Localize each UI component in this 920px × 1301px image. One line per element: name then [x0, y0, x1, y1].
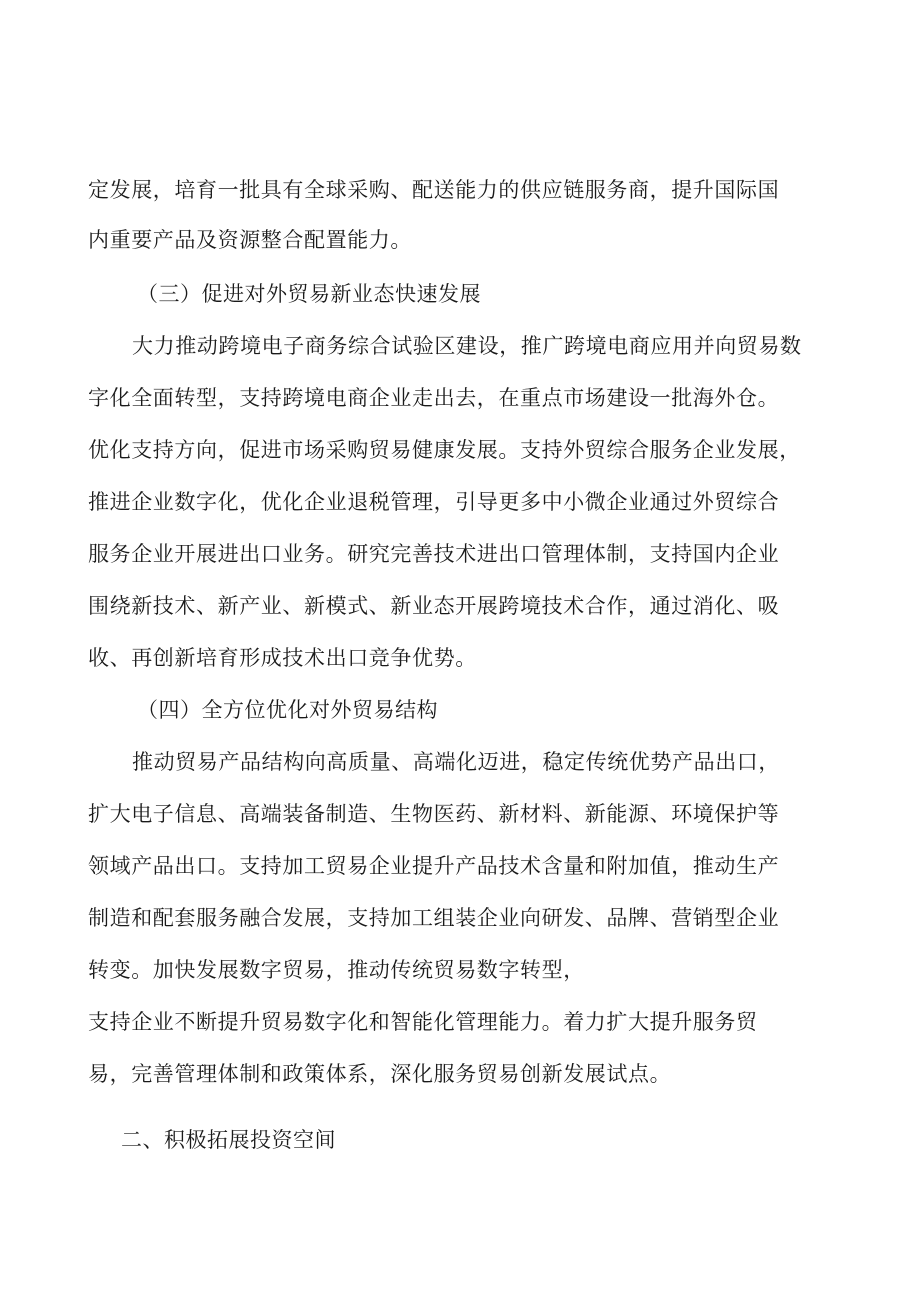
chapter-heading-2: 二、积极拓展投资空间 [121, 1128, 336, 1152]
paragraph-line: 定发展，培育一批具有全球采购、配送能力的供应链服务商，提升国际国 [88, 178, 780, 202]
paragraph-line: 支持企业不断提升贸易数字化和智能化管理能力。着力扩大提升服务贸 [88, 1010, 758, 1034]
section-heading-3: （三）促进对外贸易新业态快速发展 [137, 282, 481, 306]
paragraph-line: 服务企业开展进出口业务。研究完善技术进出口管理体制，支持国内企业 [88, 542, 780, 566]
paragraph-line: 制造和配套服务融合发展，支持加工组装企业向研发、品牌、营销型企业 [88, 906, 780, 930]
section-heading-4: （四）全方位优化对外贸易结构 [137, 698, 438, 722]
paragraph-line: 内重要产品及资源整合配置能力。 [88, 228, 412, 252]
paragraph-line: 易，完善管理体制和政策体系，深化服务贸易创新发展试点。 [88, 1062, 672, 1086]
paragraph-line: 推动贸易产品结构向高质量、高端化迈进，稳定传统优势产品出口， [132, 750, 780, 774]
paragraph-line: 围绕新技术、新产业、新模式、新业态开展跨境技术合作，通过消化、吸 [88, 594, 780, 618]
paragraph-line: 优化支持方向，促进市场采购贸易健康发展。支持外贸综合服务企业发展， [88, 438, 801, 462]
paragraph-line: 扩大电子信息、高端装备制造、生物医药、新材料、新能源、环境保护等 [88, 802, 780, 826]
paragraph-line: 领域产品出口。支持加工贸易企业提升产品技术含量和附加值，推动生产 [88, 854, 780, 878]
paragraph-line: 推进企业数字化，优化企业退税管理，引导更多中小微企业通过外贸综合 [88, 490, 780, 514]
paragraph-line: 收、再创新培育形成技术出口竞争优势。 [88, 646, 477, 670]
paragraph-line: 字化全面转型，支持跨境电商企业走出去，在重点市场建设一批海外仓。 [88, 386, 780, 410]
paragraph-line: 转变。加快发展数字贸易，推动传统贸易数字转型， [88, 958, 585, 982]
paragraph-line: 大力推动跨境电子商务综合试验区建设，推广跨境电商应用并向贸易数 [132, 334, 802, 358]
